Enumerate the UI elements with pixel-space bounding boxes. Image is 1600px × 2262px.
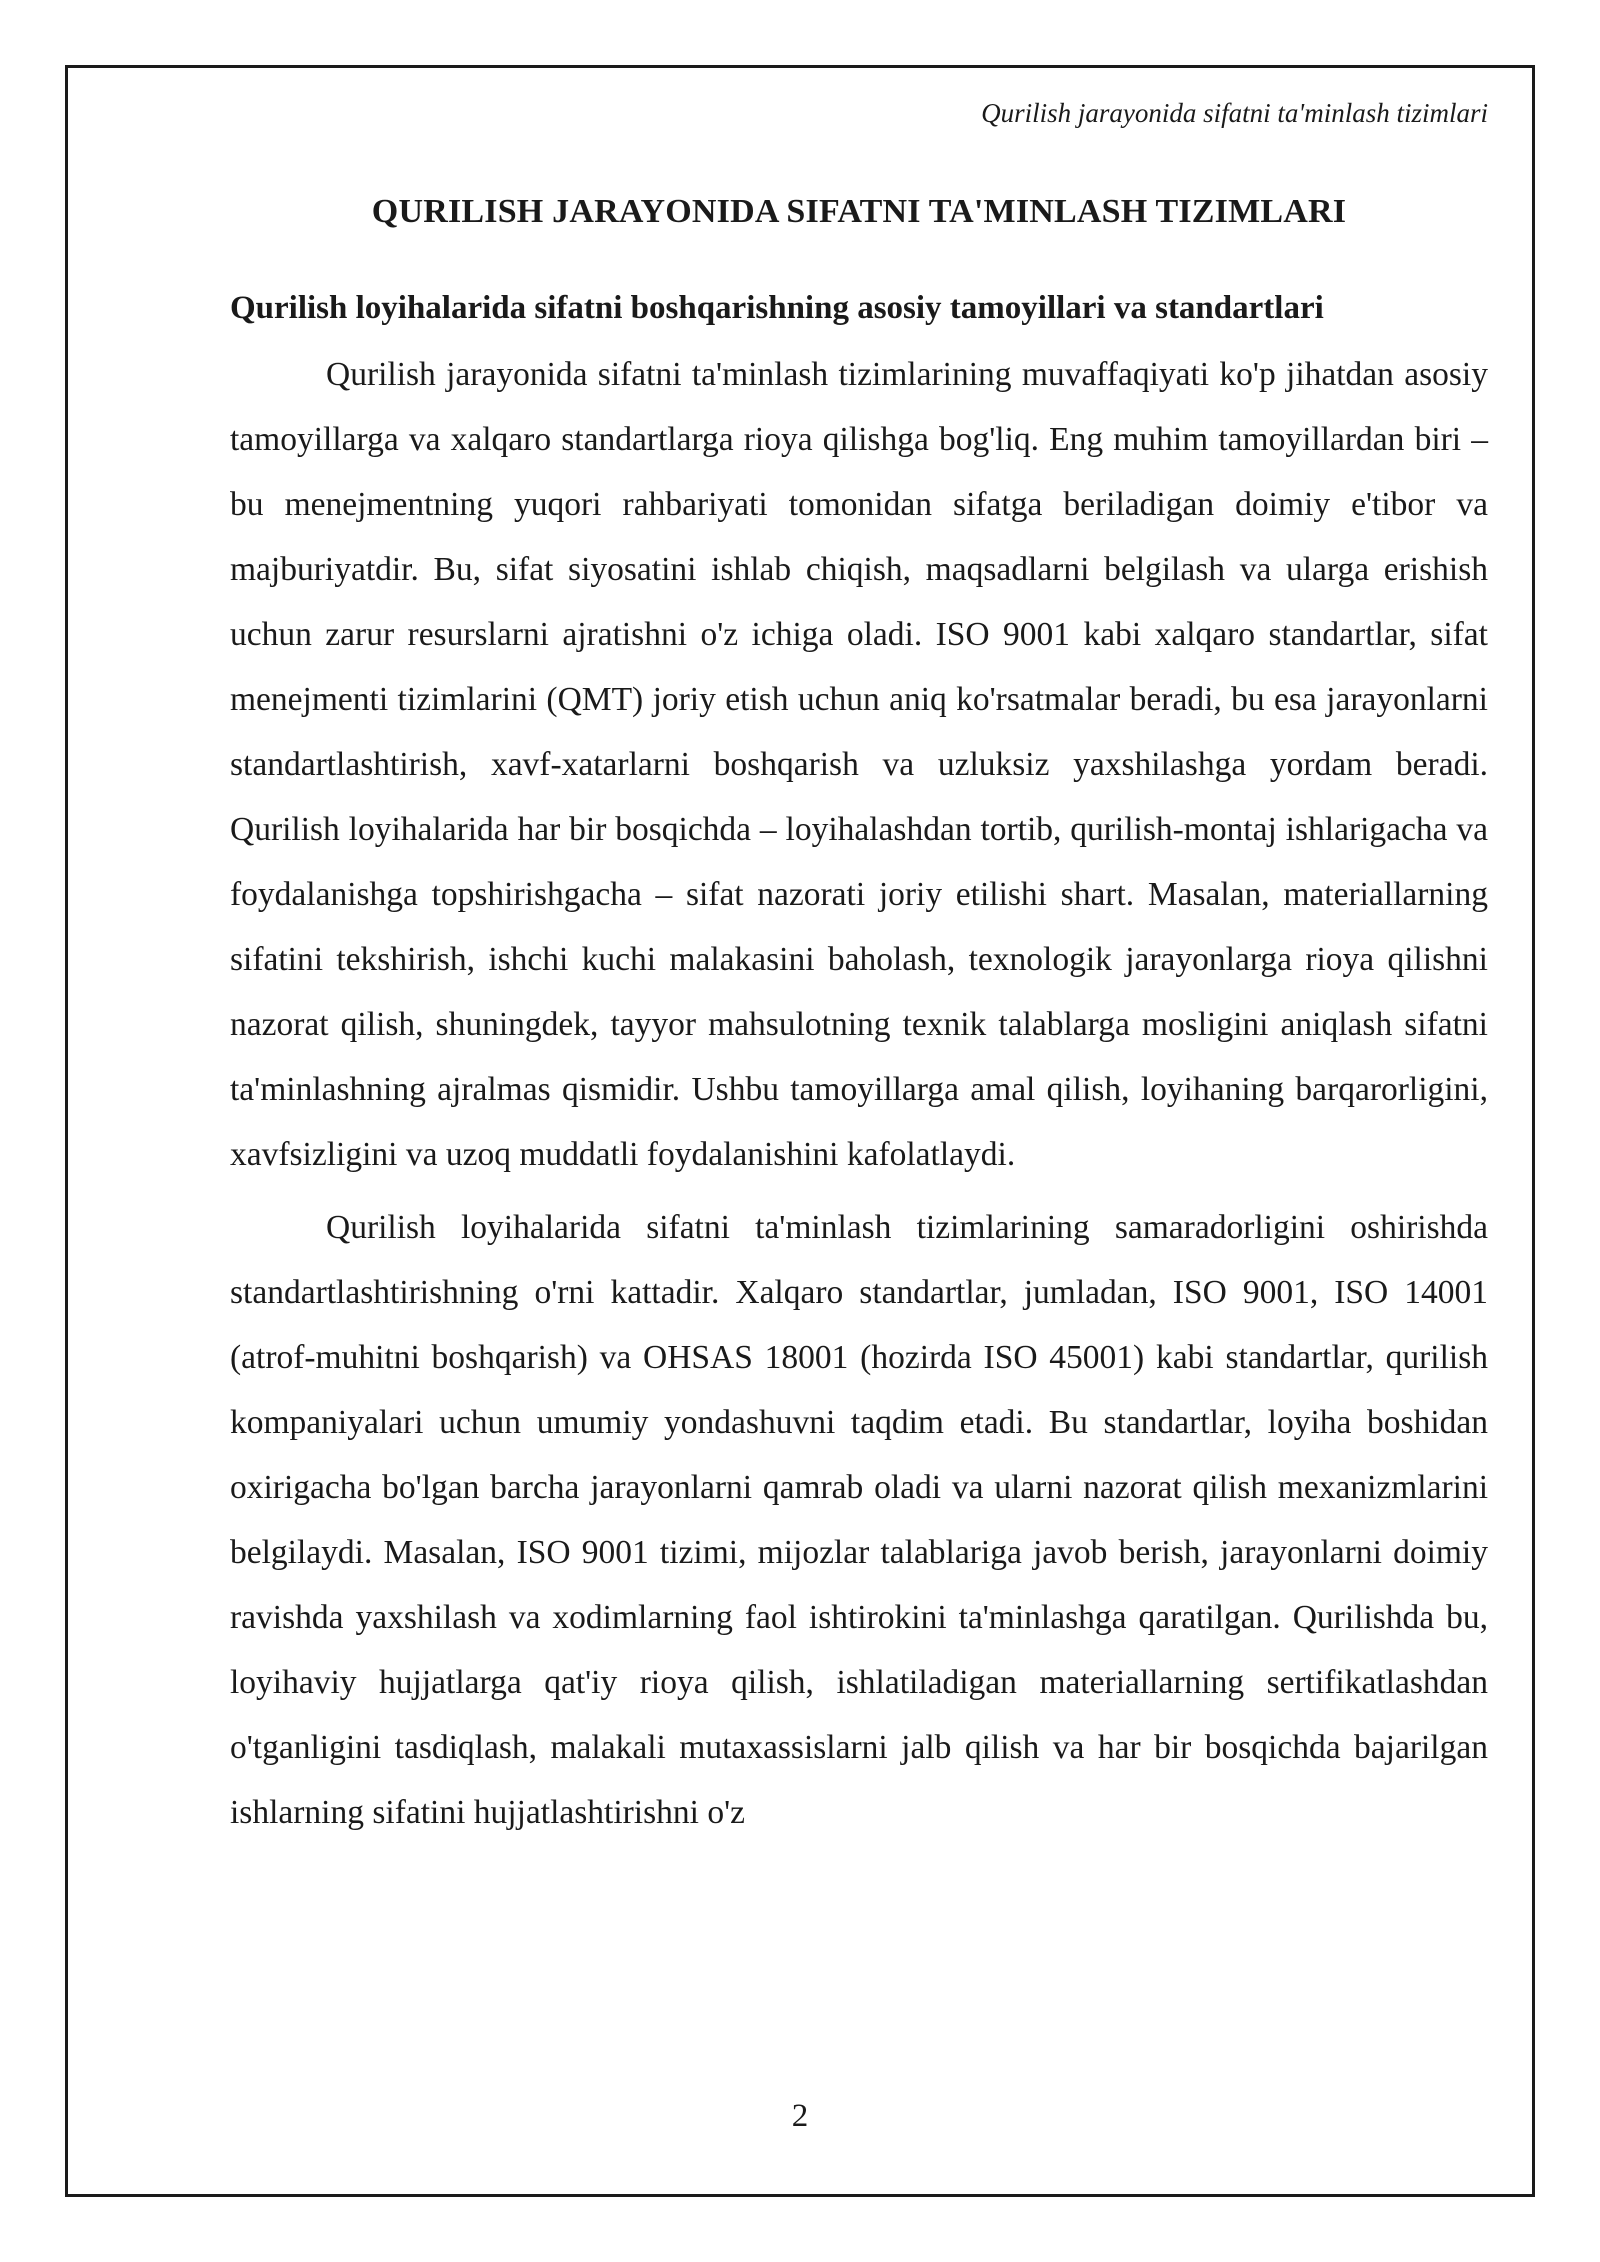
body-paragraph-2: Qurilish loyihalarida sifatni ta'minlash tizimlarining samaradorligini oshirishda standartlashtirishning o'rni kattadir. Xalqaro standartlar, jumladan, ISO 9001, ISO 14001 (atrof-muhitni boshqarish) va OHSAS 18001 (hozirda ISO 45001) kabi standartlar, qurilish kompaniyalari uchun umumiy yondashuvni taqdim etadi. Bu standartlar, loyiha boshidan oxirigacha bo'lgan barcha jarayonlarni qamrab oladi va ularni nazorat qilish mexanizmlarini belgilaydi. Masalan, ISO 9001 tizimi, mijozlar talablariga javob berish, jarayonlarni doimiy ravishda yaxshilash va xodimlarning faol ishtirokini ta'minlashga qaratilgan. Qurilishda bu, loyihaviy hujjatlarga qat'iy rioya qilish, ishlatiladigan materiallarning sertifikatlashdan o'tganligini tasdiqlash, malakali mutaxassislarni jalb qilish va har bir bosqichda bajarilgan ishlarning sifatini hujjatlashtirishni o'z [230,1209,1488,1831]
page-number: 2 [791,2098,809,2134]
section-heading: Qurilish loyihalarida sifatni boshqarishning asosiy tamoyillari va standartlari [230,290,1324,326]
page-content [230,186,1488,1845]
running-header: Qurilish jarayonida sifatni ta'minlash tizimlari [981,98,1488,128]
body-paragraph-1: Qurilish jarayonida sifatni ta'minlash tizimlarining muvaffaqiyati ko'p jihatdan asosiy tamoyillarga va xalqaro standartlarga rioya qilishga bog'liq. Eng muhim tamoyillardan biri – bu menejmentning yuqori rahbariyati tomonidan sifatga beriladigan doimiy e'tibor va majburiyatdir. Bu, sifat siyosatini ishlab chiqish, maqsadlarni belgilash va ularga erishish uchun zarur resurslarni ajratishni o'z ichiga oladi. ISO 9001 kabi xalqaro standartlar, sifat menejmenti tizimlarini (QMT) joriy etish uchun aniq ko'rsatmalar beradi, bu esa jarayonlarni standartlashtirish, xavf-xatarlarni boshqarish va uzluksiz yaxshilashga yordam beradi. Qurilish loyihalarida har bir bosqichda – loyihalashdan tortib, qurilish-montaj ishlarigacha va foydalanishga topshirishgacha – sifat nazorati joriy etilishi shart. Masalan, materiallarning sifatini tekshirish, ishchi kuchi malakasini baholash, texnologik jarayonlarga rioya qilishni nazorat qilish, shuningdek, tayyor mahsulotning texnik talablarga mosligini aniqlash sifatni ta'minlashning ajralmas qismidir. Ushbu tamoyillarga amal qilish, loyihaning barqarorligini, xavfsizligini va uzoq muddatli foydalanishini kafolatlaydi. [230,356,1488,1173]
document-title: QURILISH JARAYONIDA SIFATNI TA'MINLASH TIZIMLARI [371,193,1347,230]
